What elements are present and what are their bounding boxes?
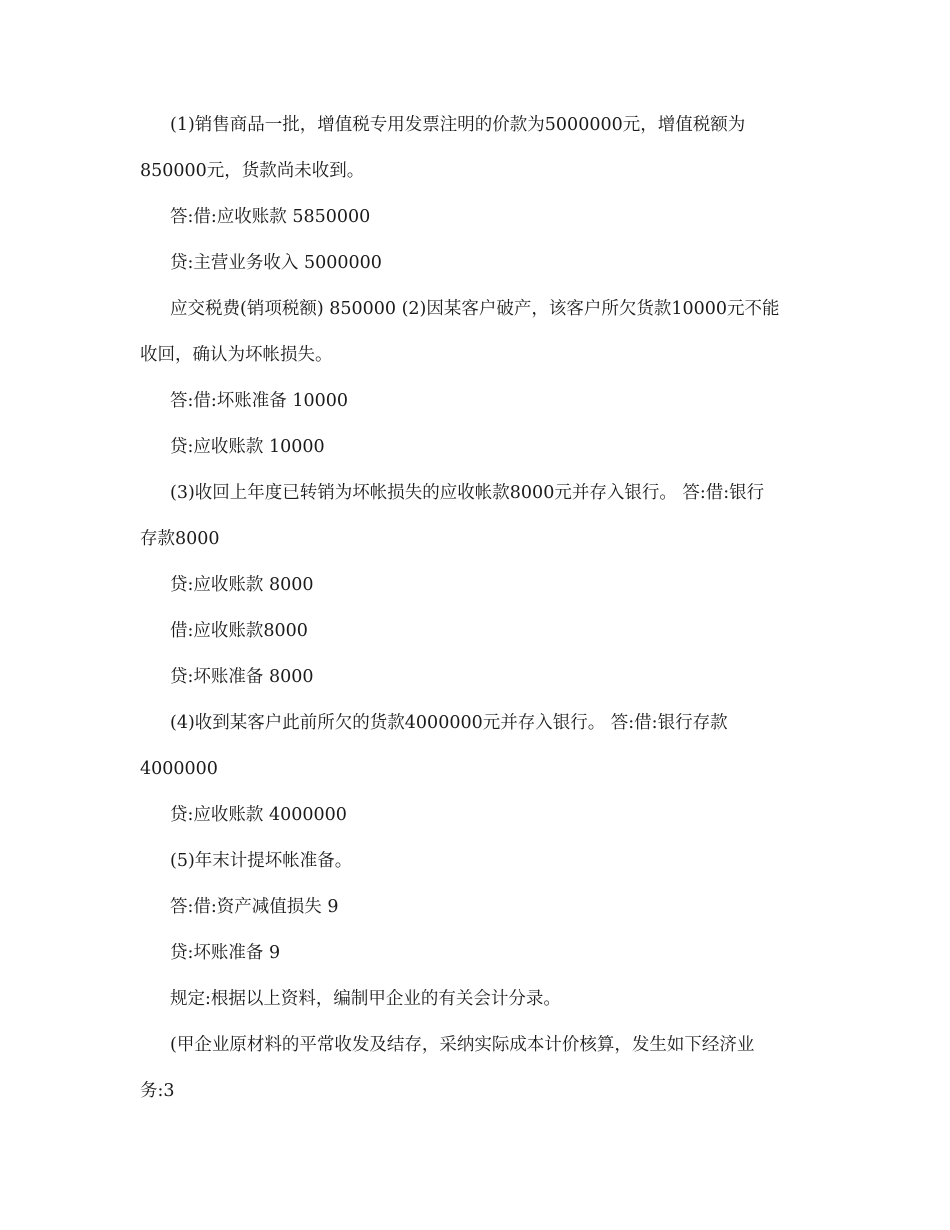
text-line: 贷:应收账款 10000 <box>170 437 325 457</box>
text-line: 答:借:资产减值损失 9 <box>170 897 339 917</box>
text-line: 答:借:坏账准备 10000 <box>170 391 349 411</box>
text-line: 收回，确认为坏帐损失。 <box>140 345 333 365</box>
text-line: 应交税费(销项税额) 850000 (2)因某客户破产，该客户所欠货款10000元不能 <box>170 299 780 319</box>
text-line: 850000元，货款尚未收到。 <box>140 161 365 181</box>
text-line: (3)收回上年度已转销为坏帐损失的应收帐款8000元并存入银行。 答:借:银行 <box>170 483 765 503</box>
text-line: 答:借:应收账款 5850000 <box>170 207 371 227</box>
text-line: 贷:主营业务收入 5000000 <box>170 253 382 273</box>
text-line: 务:3 <box>140 1081 175 1101</box>
text-line: 4000000 <box>140 759 218 779</box>
text-line: (5)年末计提坏帐准备。 <box>170 851 353 871</box>
text-line: 贷:坏账准备 9 <box>170 943 281 963</box>
text-line: 借:应收账款8000 <box>170 621 308 641</box>
text-line: (4)收到某客户此前所欠的货款4000000元并存入银行。 答:借:银行存款 <box>170 713 728 733</box>
text-line: 贷:应收账款 8000 <box>170 575 314 595</box>
text-line: 贷:坏账准备 8000 <box>170 667 314 687</box>
text-line: 存款8000 <box>140 529 220 549</box>
text-line: (1)销售商品一批，增值税专用发票注明的价款为5000000元，增值税额为 <box>170 115 746 135</box>
text-line: (甲企业原材料的平常收发及结存，采纳实际成本计价核算，发生如下经济业 <box>170 1035 755 1055</box>
text-line: 贷:应收账款 4000000 <box>170 805 347 825</box>
text-line: 规定:根据以上资料，编制甲企业的有关会计分录。 <box>170 989 561 1009</box>
